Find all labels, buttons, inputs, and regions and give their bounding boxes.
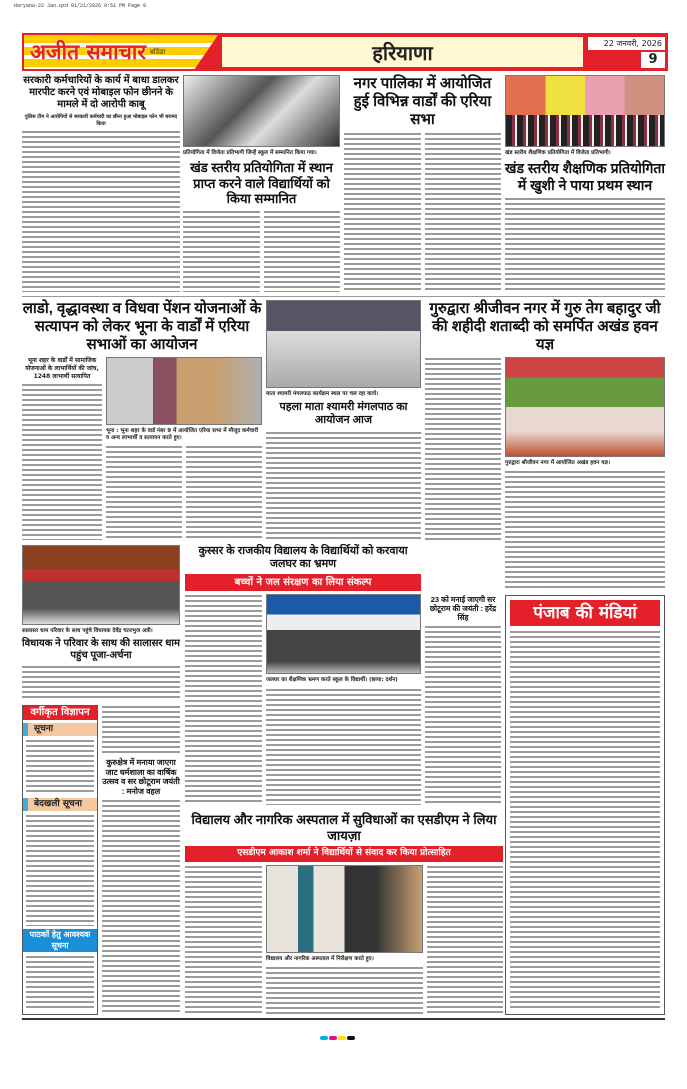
photo-caption: गुरुद्वारा श्रीजीवन नगर में आयोजित अखंड हवन यज्ञ। bbox=[505, 460, 611, 466]
article-a11 bbox=[102, 705, 180, 1015]
headline: खंड स्तरीय शैक्षणिक प्रतियोगिता में खुशी ने पाया प्रथम स्थान bbox=[505, 160, 665, 193]
article-a7-columns bbox=[425, 357, 665, 590]
article-body bbox=[22, 383, 102, 540]
article-a9-columns bbox=[185, 594, 421, 805]
article-body-columns bbox=[106, 445, 262, 540]
article-body bbox=[185, 865, 262, 1015]
article-a10 bbox=[425, 595, 501, 805]
article-a9 bbox=[185, 545, 421, 805]
article-body bbox=[425, 357, 501, 540]
article-body bbox=[185, 594, 262, 805]
article-a4 bbox=[505, 75, 665, 292]
article-photo bbox=[505, 357, 665, 457]
article-a5 bbox=[22, 300, 262, 540]
article-body bbox=[505, 197, 665, 292]
mandi-rates-list bbox=[510, 630, 660, 1010]
article-a7 bbox=[425, 300, 665, 590]
article-body bbox=[425, 132, 502, 292]
photo-caption: सालासर धाम परिवार के साथ पहुंचे विधायक देवेंद्र चतरभुज अत्री। bbox=[22, 628, 153, 634]
headline: खंड स्तरीय प्रतियोगिता में स्थान प्राप्त करने वाले विद्यार्थियों को किया सम्मानित bbox=[190, 160, 333, 207]
photo-caption: जलघर का शैक्षणिक भ्रमण करते स्कूल के विद्यार्थी। (छाया: दर्शन) bbox=[266, 677, 398, 684]
article-body bbox=[266, 431, 421, 540]
article-photo bbox=[183, 75, 340, 147]
article-body bbox=[427, 865, 503, 1015]
article-body bbox=[425, 625, 501, 805]
photo-caption: खंड स्तरीय शैक्षणिक प्रतियोगिता में विजेता प्रतिभागी। bbox=[505, 150, 611, 156]
headline: 23 को मनाई जाएगी सर छोटूराम की जयंती : हरेंद्र सिंह bbox=[429, 595, 497, 622]
mandi-title: पंजाब की मंडियां bbox=[510, 600, 660, 626]
divider bbox=[22, 296, 665, 297]
highlight-bar: बच्चों ने जल संरक्षण का लिया संकल्प bbox=[185, 574, 421, 591]
article-body bbox=[266, 688, 421, 805]
eviction-notice-heading: बेदखली सूचना bbox=[23, 798, 97, 811]
readers-notice-heading: पाठकों हेतु आवश्यक सूचना bbox=[23, 929, 97, 951]
article-a5-left bbox=[22, 357, 102, 540]
article-body bbox=[106, 445, 182, 540]
headline: सरकारी कर्मचारियों के कार्य में बाधा डालकर मारपीट करने एवं मोबाइल फोन छीनने के मामले में दो आरोपी काबू bbox=[23, 75, 179, 110]
issue-date: 22 जनवरी, 2026 bbox=[588, 37, 665, 50]
article-a12-center bbox=[266, 865, 423, 1015]
article-a12 bbox=[185, 812, 503, 1015]
page-number: 9 bbox=[641, 52, 665, 68]
article-body bbox=[22, 665, 180, 701]
article-body bbox=[266, 966, 423, 1015]
article-body-columns bbox=[344, 132, 501, 292]
article-photo bbox=[266, 865, 423, 953]
article-a6 bbox=[266, 300, 421, 540]
photo-caption: विद्यालय और नागरिक अस्पताल में निरीक्षण करते हुए। bbox=[266, 955, 374, 962]
article-a7-right bbox=[505, 357, 665, 590]
eviction-notice-text bbox=[26, 814, 94, 927]
article-a8 bbox=[22, 545, 180, 701]
article-photo bbox=[266, 594, 421, 674]
article-a12-columns bbox=[185, 865, 503, 1015]
headline: पहला माता श्यामरी मंगलपाठ का आयोजन आज bbox=[279, 401, 408, 427]
article-body bbox=[264, 210, 341, 292]
headline: विधायक ने परिवार के साथ की सालासर धाम पहुंच पूजा-अर्चना bbox=[22, 638, 180, 662]
section-title: हरियाणा bbox=[222, 37, 583, 67]
color-registration-bar bbox=[320, 1025, 356, 1044]
logo-area bbox=[30, 36, 210, 68]
subheadline: पुलिस टीम ने आरोपियों से सरकारी कर्मचारी का छीना हुआ मोबाइल फोन भी बरामद किया bbox=[24, 114, 178, 127]
article-a9-left bbox=[185, 594, 262, 805]
classifieds-box bbox=[22, 705, 98, 1015]
article-a12-left bbox=[185, 865, 262, 1015]
headline: कुरुक्षेत्र में मनाया जाएगा जाट धर्मशाला का वार्षिक उत्सव व सर छोटूराम जयंती : मनोज वहल bbox=[102, 758, 180, 796]
article-body bbox=[186, 445, 262, 540]
article-photo bbox=[22, 545, 180, 625]
article-body bbox=[183, 210, 260, 292]
headline: कुस्सर के राजकीय विद्यालय के विद्यार्थियों को करवाया जलघर का भ्रमण bbox=[198, 545, 408, 571]
article-a9-right bbox=[266, 594, 421, 805]
subheadline: भूना शहर के वार्डों में सामाजिक योजनाओं के लाभार्थियों की जांच, 1248 लाभार्थी सत्यापित bbox=[25, 357, 99, 380]
article-body bbox=[22, 130, 180, 292]
notice-text bbox=[26, 739, 94, 795]
article-a7-left bbox=[425, 357, 501, 540]
article-a5-columns bbox=[22, 357, 262, 540]
print-slug: Haryana-22 Jan.qxd 01/21/2026 9:51 PM Page 9 bbox=[14, 3, 147, 9]
article-photo bbox=[106, 357, 262, 425]
article-body bbox=[505, 470, 665, 590]
article-photo bbox=[505, 75, 665, 147]
bottom-rule bbox=[22, 1018, 665, 1020]
article-a12-right bbox=[427, 865, 503, 1015]
headline: लाडो, वृद्धावस्था व विधवा पेंशन योजनाओं के सत्यापन को लेकर भूना के वार्डों में एरिया सभाओं का आयोजन bbox=[22, 300, 262, 353]
article-body-columns bbox=[183, 210, 340, 292]
article-a2 bbox=[183, 75, 340, 292]
edition-label: बठिंडा bbox=[149, 47, 166, 56]
article-body bbox=[102, 799, 180, 1015]
article-photo bbox=[266, 300, 421, 388]
readers-notice-text bbox=[26, 955, 94, 1011]
photo-caption: माता श्यामरी मंगलपाठ कार्यक्रम स्थल पर चल रहा कार्य। bbox=[266, 391, 379, 397]
article-a1 bbox=[22, 75, 180, 292]
notice-heading: सूचना bbox=[23, 723, 97, 736]
article-a3 bbox=[344, 75, 501, 292]
classifieds-title: वर्गीकृत विज्ञापन bbox=[23, 706, 97, 720]
newspaper-logo: अजीत समाचार bbox=[30, 39, 146, 64]
headline: विद्यालय और नागरिक अस्पताल में सुविधाओं का एसडीएम ने लिया जायज़ा bbox=[191, 812, 497, 843]
article-body bbox=[344, 132, 421, 292]
article-body bbox=[102, 705, 180, 755]
highlight-bar: एसडीएम आकाश शर्मा ने विद्यार्थियों से संवाद कर किया प्रोत्साहित bbox=[185, 846, 503, 862]
headline: गुरुद्वारा श्रीजीवन नगर में गुरु तेग बहादुर जी की शहीदी शताब्दी को समर्पित अखंड हवन यज्ञ bbox=[429, 300, 661, 353]
photo-caption: प्रतियोगिता में विजेता प्रतिभागी जिन्हें स्कूल में सम्मानित किया गया। bbox=[183, 150, 317, 156]
photo-caption: भूना : भूना शहर के वार्ड नंबर 9 में आयोजित एरिया सभा में मौजूद कर्मचारी व अन्य लाभार्थी व सत्यापन करते हुए। bbox=[106, 428, 259, 442]
article-a5-right bbox=[106, 357, 262, 540]
mandi-rates-box bbox=[505, 595, 665, 1015]
headline: नगर पालिका में आयोजित हुई विभिन्न वार्डों की एरिया सभा bbox=[353, 75, 492, 128]
